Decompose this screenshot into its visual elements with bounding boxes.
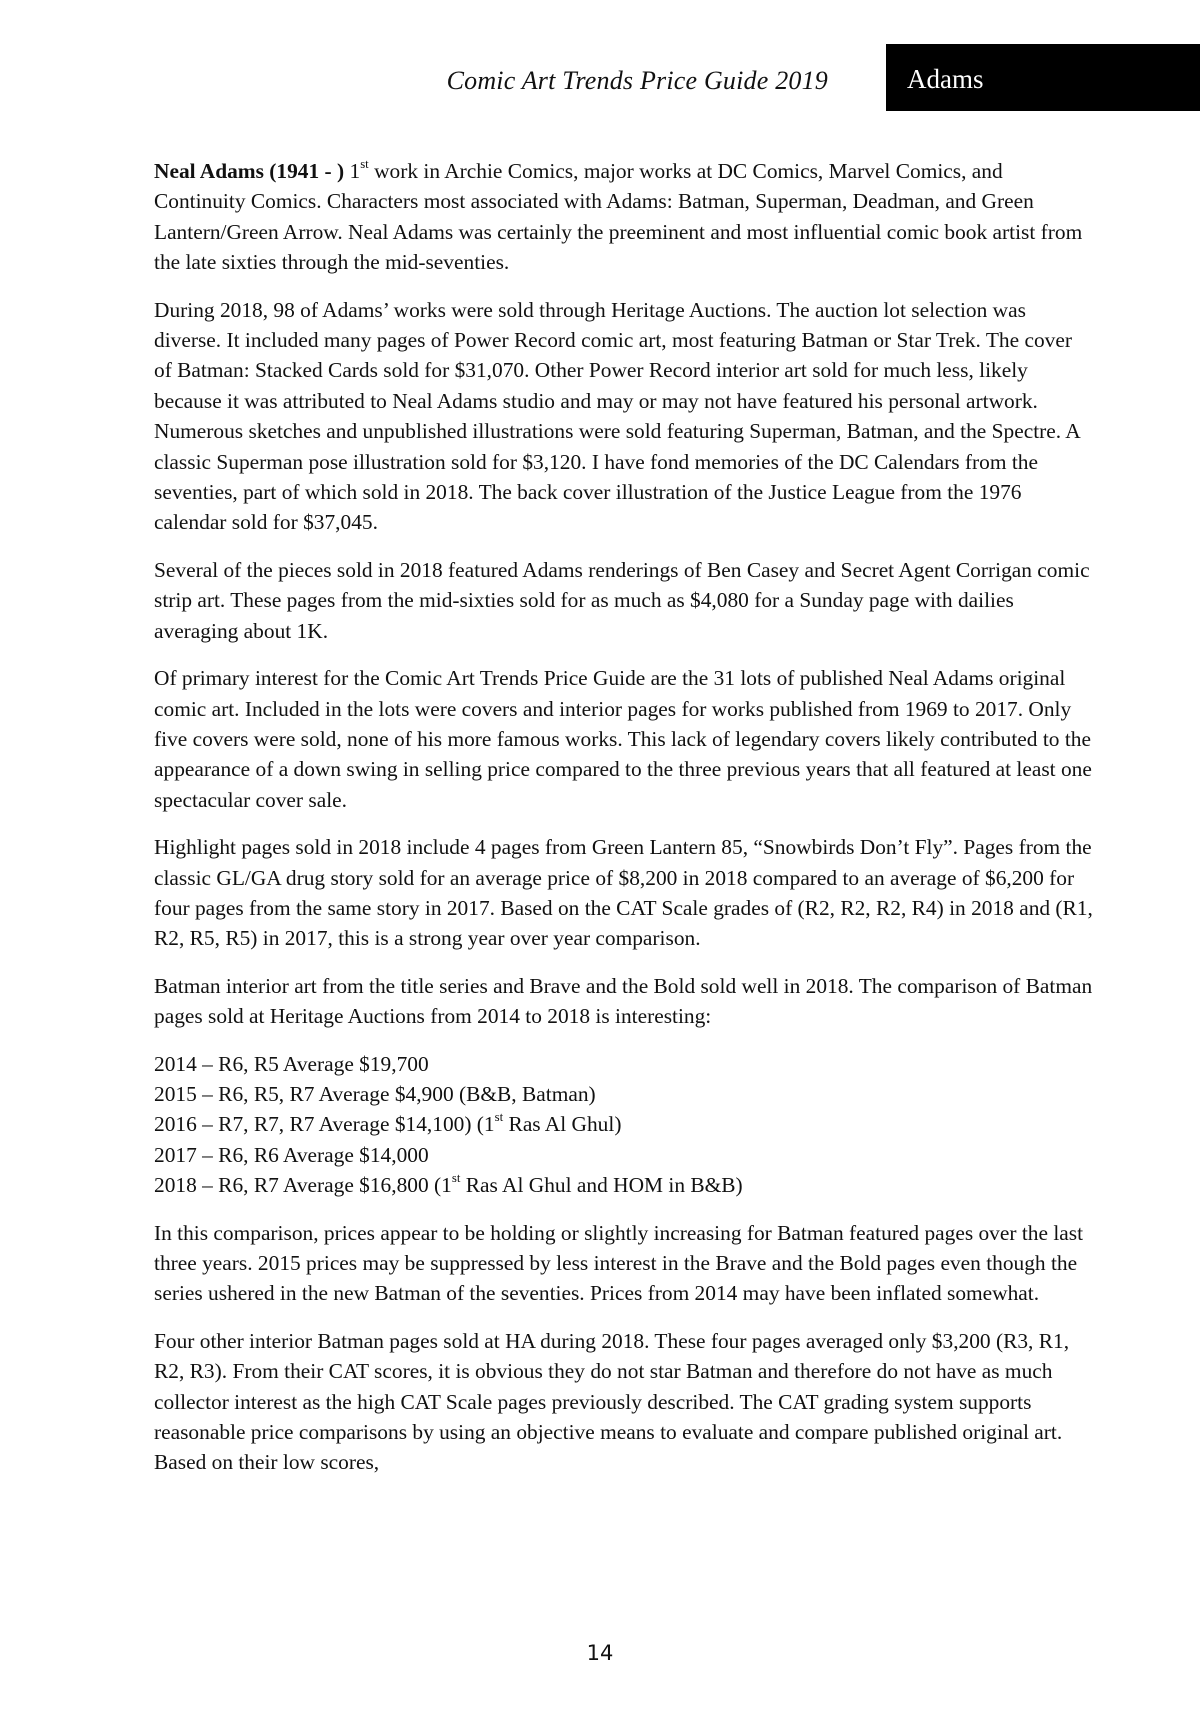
price-list-item: 2016 – R7, R7, R7 Average $14,100) (1st Ras Al Ghul) (154, 1110, 622, 1137)
paragraph: Batman interior art from the title series and Brave and the Bold sold well in 2018. The comparison of Batman pages sold at Heritage Auctions from 2014 to 2018 is interesting: (154, 973, 1093, 1029)
paragraph: Highlight pages sold in 2018 include 4 pages from Green Lantern 85, “Snowbirds Don’t Fly”. Pages from the classic GL/GA drug story sold for an average price of $8,200 in 2018 compared to an average of $6,200 for four pages from the same story in 2017. Based on the CAT Scale grades of (R2, R2, R2, R4) in 2018 and (R1, R2, R5, R5) in 2017, this is a strong year over year comparison. (154, 835, 1093, 951)
paragraph: In this comparison, prices appear to be holding or slightly increasing for Batman featured pages over the last three years. 2015 prices may be suppressed by less interest in the Brave and the Bold pages even though the series ushered in the new Batman of the seventies. Prices from 2014 may have been inflated somewhat. (154, 1220, 1084, 1306)
paragraph: Of primary interest for the Comic Art Trends Price Guide are the 31 lots of published Neal Adams original comic art. Included in the lots were covers and interior pages for works published from 1969 to 2017. Only five covers were sold, none of his more famous works. This lack of legendary covers likely contributed to the appearance of a down swing in selling price compared to the three previous years that all featured at least one spectacular cover sale. (154, 666, 1092, 812)
intro-text: work in Archie Comics, major works at DC Comics, Marvel Comics, and Continuity Comics. Characters most associated with Adams: Batman, Superman, Deadman, and Green Lantern/Green Arrow. Neal Adams was certainly the preeminent and most influential comic book artist from the late sixties through the mid-seventies. (154, 159, 1083, 275)
paragraph: Several of the pieces sold in 2018 featured Adams renderings of Ben Casey and Secret Agent Corrigan comic strip art. These pages from the mid-sixties sold for as much as $4,080 for a Sunday page with dailies averaging about 1K. (154, 557, 1090, 643)
intro-paragraph (154, 156, 1094, 278)
price-list-item: 2018 – R6, R7 Average $16,800 (1st Ras Al Ghul and HOM in B&B) (154, 1171, 743, 1198)
price-list-item: 2014 – R6, R5 Average $19,700 (154, 1051, 429, 1076)
section-tab (886, 44, 1200, 111)
price-list-item: 2015 – R6, R5, R7 Average $4,900 (B&B, Batman) (154, 1081, 596, 1106)
article-body (154, 156, 1094, 1495)
artist-name: Neal Adams (1941 - ) (154, 159, 345, 183)
guide-title: Comic Art Trends Price Guide 2019 (446, 66, 828, 95)
intro-ordinal-suffix: st (360, 156, 369, 171)
price-list-item: 2017 – R6, R6 Average $14,000 (154, 1142, 429, 1167)
price-list (154, 1049, 1094, 1201)
paragraph: Four other interior Batman pages sold at HA during 2018. These four pages averaged only $3,200 (R3, R1, R2, R3). From their CAT scores, it is obvious they do not star Batman and therefore do not have as much collector interest as the high CAT Scale pages previously described. The CAT grading system supports reasonable price comparisons by using an objective means to evaluate and compare published original art. Based on their low scores, (154, 1328, 1070, 1475)
paragraph: During 2018, 98 of Adams’ works were sold through Heritage Auctions. The auction lot selection was diverse. It included many pages of Power Record comic art, most featuring Batman or Star Trek. The cover of Batman: Stacked Cards sold for $31,070. Other Power Record interior art sold for much less, likely because it was attributed to Neal Adams studio and may or may not have featured his personal artwork. Numerous sketches and unpublished illustrations were sold featuring Superman, Batman, and the Spectre. A classic Superman pose illustration sold for $3,120. I have fond memories of the DC Calendars from the seventies, part of which sold in 2018. The back cover illustration of the Justice League from the 1976 calendar sold for $37,045. (154, 297, 1080, 535)
intro-ordinal-number: 1 (349, 159, 361, 183)
section-tab-label: Adams (907, 64, 984, 94)
page-number: 14 (586, 1641, 614, 1665)
